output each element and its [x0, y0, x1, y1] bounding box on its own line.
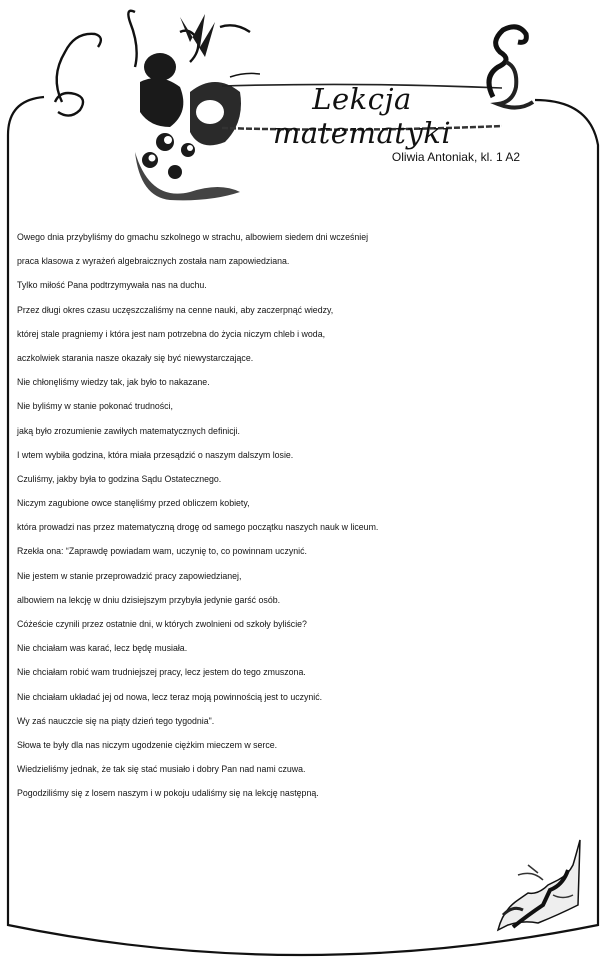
text-line: Nie jestem w stanie przeprowadzić pracy zapowiedzianej,: [17, 570, 242, 581]
text-line: Niczym zagubione owce stanęliśmy przed obliczem kobiety,: [17, 498, 250, 509]
text-line: która prowadzi nas przez matematyczną drogę od samego początku naszych nauk w liceum.: [17, 522, 379, 533]
text-line: Nie chciałam układać jej od nowa, lecz teraz moją powinnością jest to uczynić.: [17, 691, 323, 702]
text-line: Czuliśmy, jakby była to godzina Sądu Ostatecznego.: [17, 473, 222, 484]
author-line: Oliwia Antoniak, kl. 1 A2: [391, 150, 520, 164]
text-line: Tylko miłość Pana podtrzymywała nas na duchu.: [17, 280, 207, 291]
text-line: Nie byliśmy w stanie pokonać trudności,: [17, 401, 173, 412]
text-line: Rzekła ona: “Zaprawdę powiadam wam, uczynię to, co powinnam uczynić.: [17, 546, 307, 557]
text-line: Słowa te były dla nas niczym ugodzenie ciężkim mieczem w serce.: [17, 739, 278, 750]
text-line: Nie chciałam robić wam trudniejszej pracy, lecz jestem do tego zmuszona.: [17, 667, 306, 678]
text-line: praca klasowa z wyrażeń algebraicznych została nam zapowiedziana.: [17, 256, 290, 267]
text-line: I wtem wybiła godzina, która miała przesądzić o naszym dalszym losie.: [17, 449, 294, 460]
text-line: Pogodziliśmy się z losem naszym i w pokoju udaliśmy się na lekcję następną.: [17, 788, 319, 799]
text-line: Nie chciałam was karać, lecz będę musiała.: [17, 643, 188, 654]
text-line: Przez długi okres czasu uczęszczaliśmy na cenne nauki, aby zaczerpnąć wiedzy,: [17, 304, 334, 315]
text-line: Wy zaś nauczcie się na piąty dzień tego tygodnia".: [17, 715, 215, 726]
scroll-flourish-icon: [478, 22, 538, 112]
torn-paper-icon: [488, 835, 588, 935]
text-line: Owego dnia przybyliśmy do gmachu szkolnego w strachu, albowiem siedem dni wcześniej: [17, 232, 369, 242]
text-line: aczkolwiek starania nasze okazały się być niewystarczające.: [17, 352, 254, 363]
text-line: jaką było zrozumienie zawiłych matematycznych definicji.: [17, 425, 240, 436]
text-line: albowiem na lekcję w dniu dzisiejszym przybyła jedynie garść osób.: [17, 594, 281, 605]
text-line: Cóżeście czynili przez ostatnie dni, w których zwolnieni od szkoły byliście?: [17, 619, 307, 629]
text-line: Nie chłonęliśmy wiedzy tak, jak było to nakazane.: [17, 377, 210, 388]
document-body: [17, 225, 599, 806]
text-line: której stale pragniemy i która jest nam potrzebna do życia niczym chleb i woda,: [17, 328, 326, 339]
text-line: Wiedzieliśmy jednak, że tak się stać musiało i dobry Pan nad nami czuwa.: [17, 764, 306, 775]
document-title: Lekcja matematyki: [272, 82, 452, 150]
